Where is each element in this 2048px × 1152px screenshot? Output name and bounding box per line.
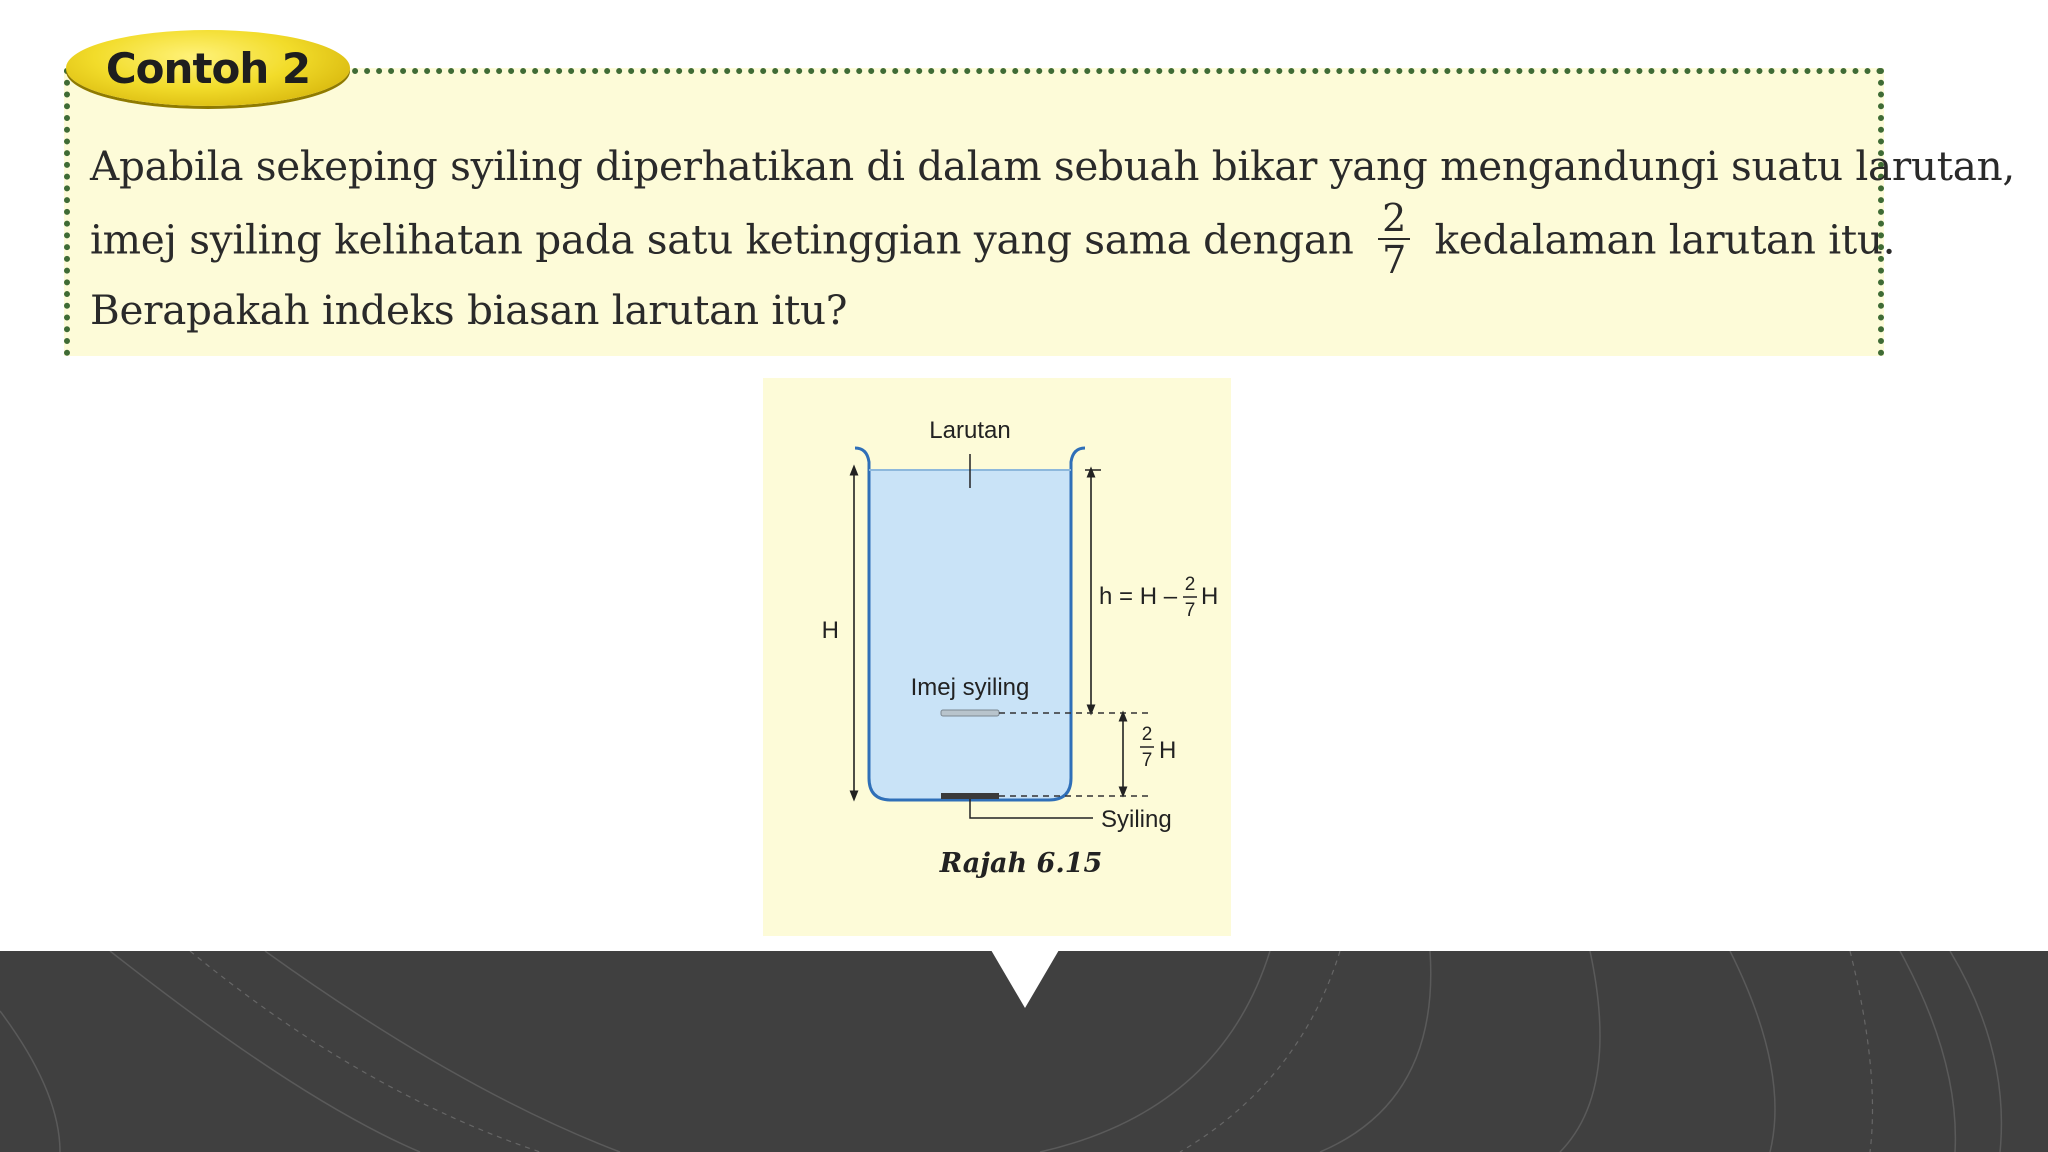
coin-image — [941, 710, 999, 716]
question-line-2 — [90, 196, 1896, 282]
label-coin: Syiling — [1101, 806, 1172, 833]
question-line-2-end: kedalaman larutan itu. — [1434, 215, 1896, 264]
question-line-2-start: imej syiling kelihatan pada satu ketinggian yang sama dengan — [90, 215, 1354, 264]
label-fraction-H: H — [1159, 737, 1177, 764]
figure-caption: Rajah 6.15 — [939, 848, 1103, 879]
label-frac-den: 7 — [1141, 750, 1153, 771]
coin — [941, 793, 999, 799]
fraction-denominator: 7 — [1382, 238, 1406, 282]
label-h-frac-num: 2 — [1184, 574, 1196, 595]
fraction-numerator: 2 — [1378, 198, 1410, 240]
figure-panel — [763, 378, 1231, 936]
label-H: H — [821, 617, 839, 644]
question-line-1: Apabila sekeping syiling diperhatikan di dalam sebuah bikar yang mengandungi suatu larutan, — [90, 142, 2015, 190]
liquid-fill — [869, 470, 1071, 800]
fraction-two-sevenths — [1378, 198, 1410, 280]
label-solution: Larutan — [929, 417, 1011, 444]
question-line-3: Berapakah indeks biasan larutan itu? — [90, 286, 848, 334]
pointer-triangle — [991, 950, 1059, 1008]
example-badge — [66, 30, 350, 106]
question-text — [90, 130, 2015, 346]
label-h-suffix: H — [1201, 583, 1219, 610]
label-h-frac-den: 7 — [1184, 600, 1196, 621]
label-frac-num: 2 — [1141, 724, 1153, 745]
label-h-prefix: h = H – — [1099, 583, 1178, 610]
label-image: Imej syiling — [910, 674, 1030, 701]
badge-label: Contoh 2 — [105, 43, 311, 93]
